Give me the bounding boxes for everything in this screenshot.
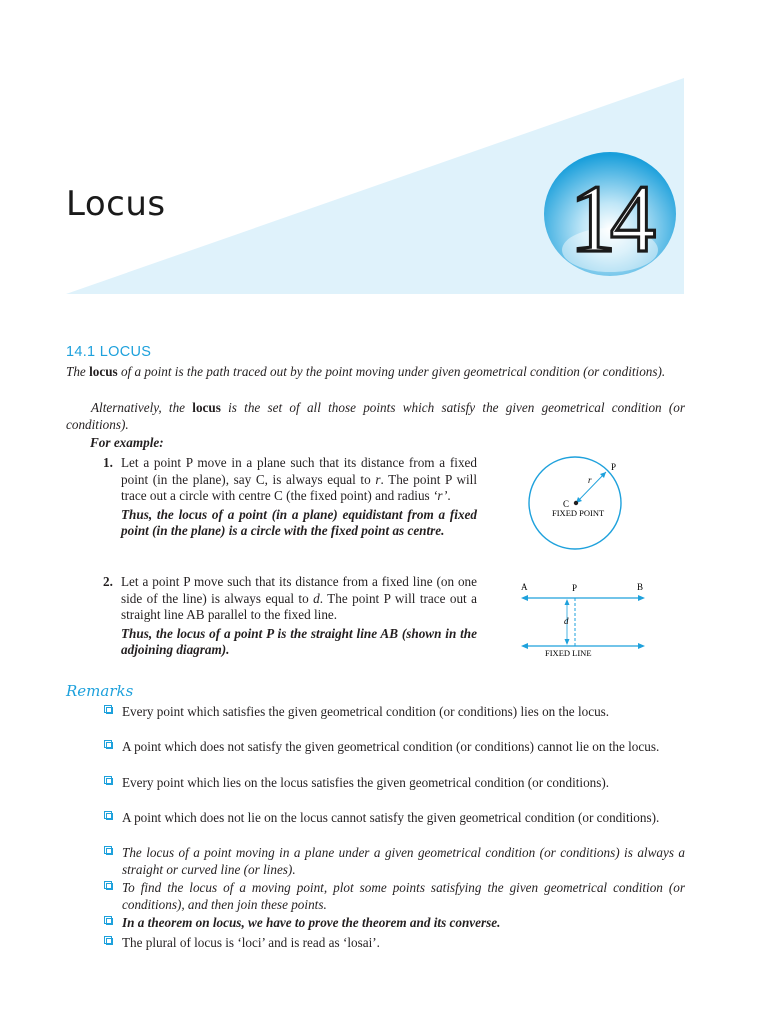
remarks-heading: Remarks	[66, 682, 134, 700]
remark-item	[122, 935, 685, 952]
remark-text: A point which does not lie on the locus cannot satisfy the given geometrical condition (or conditions).	[122, 810, 660, 825]
example-2-conclusion: Thus, the locus of a point P is the straight line AB (shown in the adjoining diagram).	[121, 625, 477, 657]
figure1-label-p: P	[611, 462, 617, 472]
figure2-label-p: P	[572, 583, 578, 593]
checkbox-bullet-icon	[104, 811, 113, 820]
definition-pre: The	[66, 364, 90, 379]
example-1-r: r	[375, 471, 381, 487]
figure2-caption: FIXED LINE	[545, 648, 592, 658]
distance-arrow-top	[565, 599, 570, 605]
checkbox-bullet-icon	[104, 740, 113, 749]
remark-item	[122, 739, 685, 756]
figure2-label-b: B	[637, 582, 644, 592]
distance-arrow-bottom	[565, 639, 570, 645]
for-example-label: For example:	[90, 435, 164, 450]
figure1-label-r: r	[588, 475, 592, 485]
example-2-text-a: Let a point P move such that its distance from a fixed line (on one side of the line) is always equal to	[121, 574, 477, 606]
remark-text: In a theorem on locus, we have to prove the theorem and its converse.	[122, 915, 501, 930]
remark-text: Every point which lies on the locus satisfies the given geometrical condition (or conditions).	[122, 775, 610, 790]
chapter-number: 14	[570, 165, 650, 273]
definition-post: of a point is the path traced out by the point moving under given geometrical condition (or conditions).	[117, 364, 666, 379]
example-1-number: 1.	[103, 455, 113, 470]
example-1-text-c: .	[447, 488, 451, 503]
fixed-line-arrow-right	[638, 643, 645, 649]
alternative-pre: Alternatively, the	[91, 400, 193, 415]
remark-text: The plural of locus is ‘loci’ and is read as ‘losai’.	[122, 935, 380, 950]
example-1	[103, 455, 477, 540]
example-2-d: d	[313, 590, 320, 606]
locus-definition	[66, 364, 685, 381]
section-heading: 14.1 LOCUS	[66, 344, 152, 360]
remark-text: The locus of a point moving in a plane under a given geometrical condition (or conditions) is always a straight or curved line (or lines).	[122, 845, 685, 877]
example-1-conclusion: Thus, the locus of a point (in a plane) equidistant from a fixed point (in the plane) is a circle with the fixed point as centre.	[121, 506, 477, 538]
figure-fixed-line	[515, 578, 650, 660]
fixed-line-arrow-left	[521, 643, 528, 649]
figure1-label-c: C	[563, 499, 570, 509]
remark-item	[122, 845, 685, 878]
centre-point	[574, 501, 578, 505]
checkbox-bullet-icon	[104, 705, 113, 714]
remark-item	[122, 704, 685, 721]
figure-fixed-point-circle	[515, 455, 640, 555]
alternative-post: is the set of all those points which satisfy the given geometrical condition (or conditions).	[66, 400, 685, 432]
line-ab-arrow-left	[521, 595, 528, 601]
example-1-text-a: Let a point P move in a plane such that its distance from a fixed point (in the plane), say C, is always equal to	[121, 455, 477, 487]
example-2-text-b: . The point P will trace out a straight line AB parallel to the fixed line.	[121, 590, 477, 622]
figure1-caption: FIXED POINT	[552, 508, 605, 518]
remark-text: Every point which satisfies the given geometrical condition (or conditions) lies on the locus.	[122, 704, 610, 719]
definition-term: locus	[89, 364, 118, 379]
remark-item	[122, 915, 685, 932]
example-2-number: 2.	[103, 574, 113, 589]
figure2-label-a: A	[521, 582, 528, 592]
checkbox-bullet-icon	[104, 936, 113, 945]
remark-item	[122, 880, 685, 913]
checkbox-bullet-icon	[104, 881, 113, 890]
remark-text: A point which does not satisfy the given geometrical condition (or conditions) cannot lie on the locus.	[122, 739, 660, 754]
checkbox-bullet-icon	[104, 776, 113, 785]
chapter-banner	[0, 0, 768, 310]
example-1-r2: ‘r’	[432, 488, 448, 503]
remark-text: To find the locus of a moving point, plot some points satisfying the given geometrical condition (or conditions), and then join these points.	[122, 880, 685, 912]
line-ab-arrow-right	[638, 595, 645, 601]
checkbox-bullet-icon	[104, 846, 113, 855]
example-1-text-b: . The point P will trace out a circle with centre C (the fixed point) and radius	[121, 471, 477, 503]
example-2	[103, 574, 477, 659]
remark-item	[122, 775, 685, 792]
locus-alternative	[66, 400, 685, 433]
alternative-term: locus	[192, 400, 221, 415]
checkbox-bullet-icon	[104, 916, 113, 925]
chapter-title: Locus	[66, 184, 166, 224]
figure2-label-d: d	[564, 616, 569, 626]
remark-item	[122, 810, 685, 827]
